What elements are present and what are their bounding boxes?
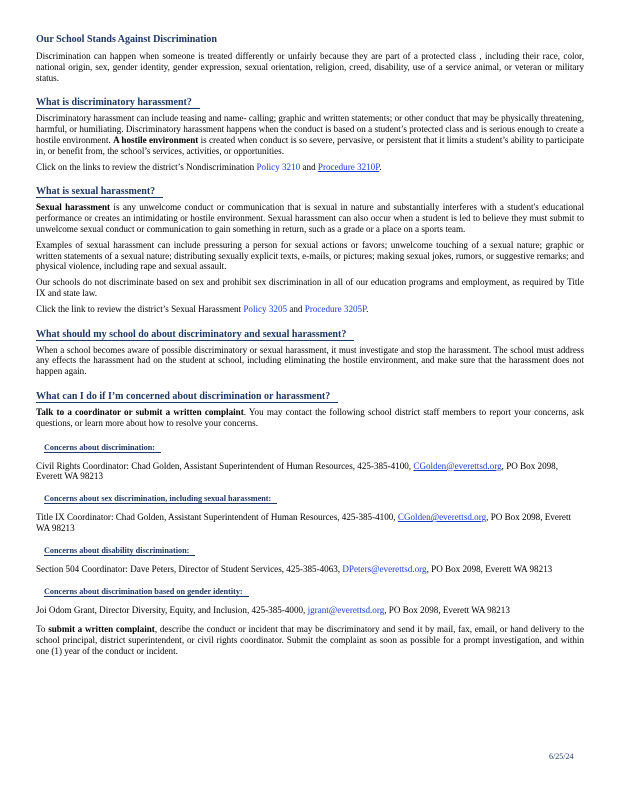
nondiscrimination-links-paragraph	[36, 162, 584, 173]
bold-term: A hostile environment	[113, 134, 199, 145]
period-text: .	[366, 303, 369, 314]
bold-term: Sexual harassment	[36, 202, 111, 213]
email-link[interactable]: CGolden@everettsd.org	[413, 460, 502, 471]
paragraph-text: Click the link to review the district’s Sexual Harassment	[36, 303, 242, 314]
contact-heading: Concerns about discrimination based on gender identity:	[44, 587, 249, 597]
document-page	[36, 34, 584, 662]
sexual-harassment-paragraph	[36, 202, 584, 234]
contact-block	[36, 537, 584, 575]
contact-block	[36, 485, 584, 534]
bold-term: submit a written complaint	[48, 624, 155, 635]
paragraph-text: is any unwelcome conduct or communication that is sexual in nature and substantially interferes with a student's educational performance or creates an intimidating or hostile environment. Sexual harassment can also occur when a student is led to believe they must submit to unwelcome sexual conduct or communication to gain something in return, such as a grade or a place on a sports team.	[36, 202, 584, 234]
contact-details	[36, 461, 584, 483]
contact-text: Joi Odom Grant, Director Diversity, Equity, and Inclusion, 425-385-4000,	[36, 604, 306, 615]
paragraph-text: To	[36, 624, 49, 635]
bold-term: Talk to a coordinator or submit a written complaint	[36, 406, 244, 417]
school-response-paragraph: When a school becomes aware of possible discriminatory or sexual harassment, it must investigate and stop the harassment. The school must address any effects the harassment had on the student at school, including eliminating the hostile environment, and make sure that the harassment does not happen again.	[36, 344, 584, 377]
contact-text: Title IX Coordinator: Chad Golden, Assistant Superintendent of Human Resources, 425-385-4100,	[36, 512, 396, 523]
contact-address: , PO Box 2098, Everett WA 98213	[36, 512, 572, 533]
heading-sexual-harassment: What is sexual harassment?	[36, 186, 163, 198]
email-link[interactable]: CGolden@everettsd.org	[397, 512, 487, 523]
paragraph-text: Click on the links to review the district’s Nondiscrimination	[36, 161, 255, 172]
paragraph-text: Discriminatory harassment can include teasing and name- calling; graphic and written statements; or other conduct that may be physically threatening, harmful, or humiliating. Discriminatory harassment happens when the conduct is based on a student’s protected class and is serious enough to create a hostile environment.	[36, 113, 584, 145]
coordinator-paragraph	[36, 407, 584, 429]
complaint-paragraph	[36, 624, 584, 656]
contact-heading: Concerns about sex discrimination, including sexual harassment:	[44, 494, 277, 504]
page-title: Our School Stands Against Discrimination	[36, 34, 217, 45]
period-text: .	[379, 161, 382, 172]
contact-block	[36, 578, 584, 616]
page-footer-date: 6/25/24	[549, 752, 574, 761]
paragraph-text: . You may contact the following school district staff members to report your concerns, ask questions, or learn more about how to resolve your concerns.	[36, 406, 584, 428]
procedure-3210p-link[interactable]: Procedure 3210P	[317, 161, 380, 172]
email-link[interactable]: DPeters@everettsd.org	[342, 563, 427, 574]
paragraph-text: is created when conduct is so severe, pervasive, or persistent that it limits a student’s ability to participate in, or benefit from, the school’s services, activities, or opportunities.	[36, 134, 584, 156]
paragraph-text: , describe the conduct or incident that may be discriminatory and send it by mail, fax, email, or hand delivery to the school principal, district superintendent, or civil rights coordinator. Submit the complaint as soon as possible for a prompt investigation, and within one (1) year of the conduct or incident.	[36, 624, 584, 656]
contact-text: Section 504 Coordinator: Dave Peters, Director of Student Services, 425-385-4063,	[36, 563, 341, 574]
contact-details	[36, 512, 584, 534]
conjunction-text: and	[289, 303, 303, 314]
email-link[interactable]: jgrant@everettsd.org	[307, 604, 385, 615]
conjunction-text: and	[302, 161, 316, 172]
contact-text: Civil Rights Coordinator: Chad Golden, Assistant Superintendent of Human Resources, 425-385-4100,	[36, 460, 412, 471]
heading-what-can-i-do: What can I do if I’m concerned about discrimination or harassment?	[36, 391, 338, 403]
sexual-harassment-examples-paragraph: Examples of sexual harassment can include pressuring a person for sexual actions or favors; unwelcome touching of a sexual nature; graphic or written statements of a sexual nature; distributing sexually explicit texts, e-mails, or pictures; making sexual jokes, rumors, or suggestive remarks; and physical violence, including rape and sexual assault.	[36, 239, 584, 272]
policy-3205-link[interactable]: Policy 3205	[243, 303, 288, 314]
contact-details	[36, 605, 584, 616]
discriminatory-harassment-paragraph	[36, 113, 584, 156]
title-ix-paragraph: Our schools do not discriminate based on sex and prohibit sex discrimination in all of our education programs and employment, as required by Title IX and state law.	[36, 277, 584, 298]
procedure-3205p-link[interactable]: Procedure 3205P	[304, 303, 367, 314]
policy-3210-link[interactable]: Policy 3210	[256, 161, 301, 172]
heading-discriminatory-harassment: What is discriminatory harassment?	[36, 97, 200, 109]
contact-block	[36, 434, 584, 483]
heading-school-response: What should my school do about discriminatory and sexual harassment?	[36, 329, 354, 341]
sexual-harassment-links-paragraph	[36, 304, 584, 315]
contact-heading: Concerns about disability discrimination:	[44, 546, 195, 556]
contact-address: , PO Box 2098, Everett WA 98213	[36, 460, 558, 482]
intro-paragraph: Discrimination can happen when someone is treated differently or unfairly because they are part of a protected class , including their race, color, national origin, sex, gender identity, gender expression, sexual orientation, religion, creed, disability, use of a service animal, or veteran or military status.	[36, 51, 584, 83]
contact-details	[36, 564, 584, 575]
contact-address: , PO Box 2098, Everett WA 98213	[426, 563, 553, 574]
contact-heading: Concerns about discrimination:	[44, 443, 161, 453]
contact-address: , PO Box 2098, Everett WA 98213	[384, 604, 510, 615]
